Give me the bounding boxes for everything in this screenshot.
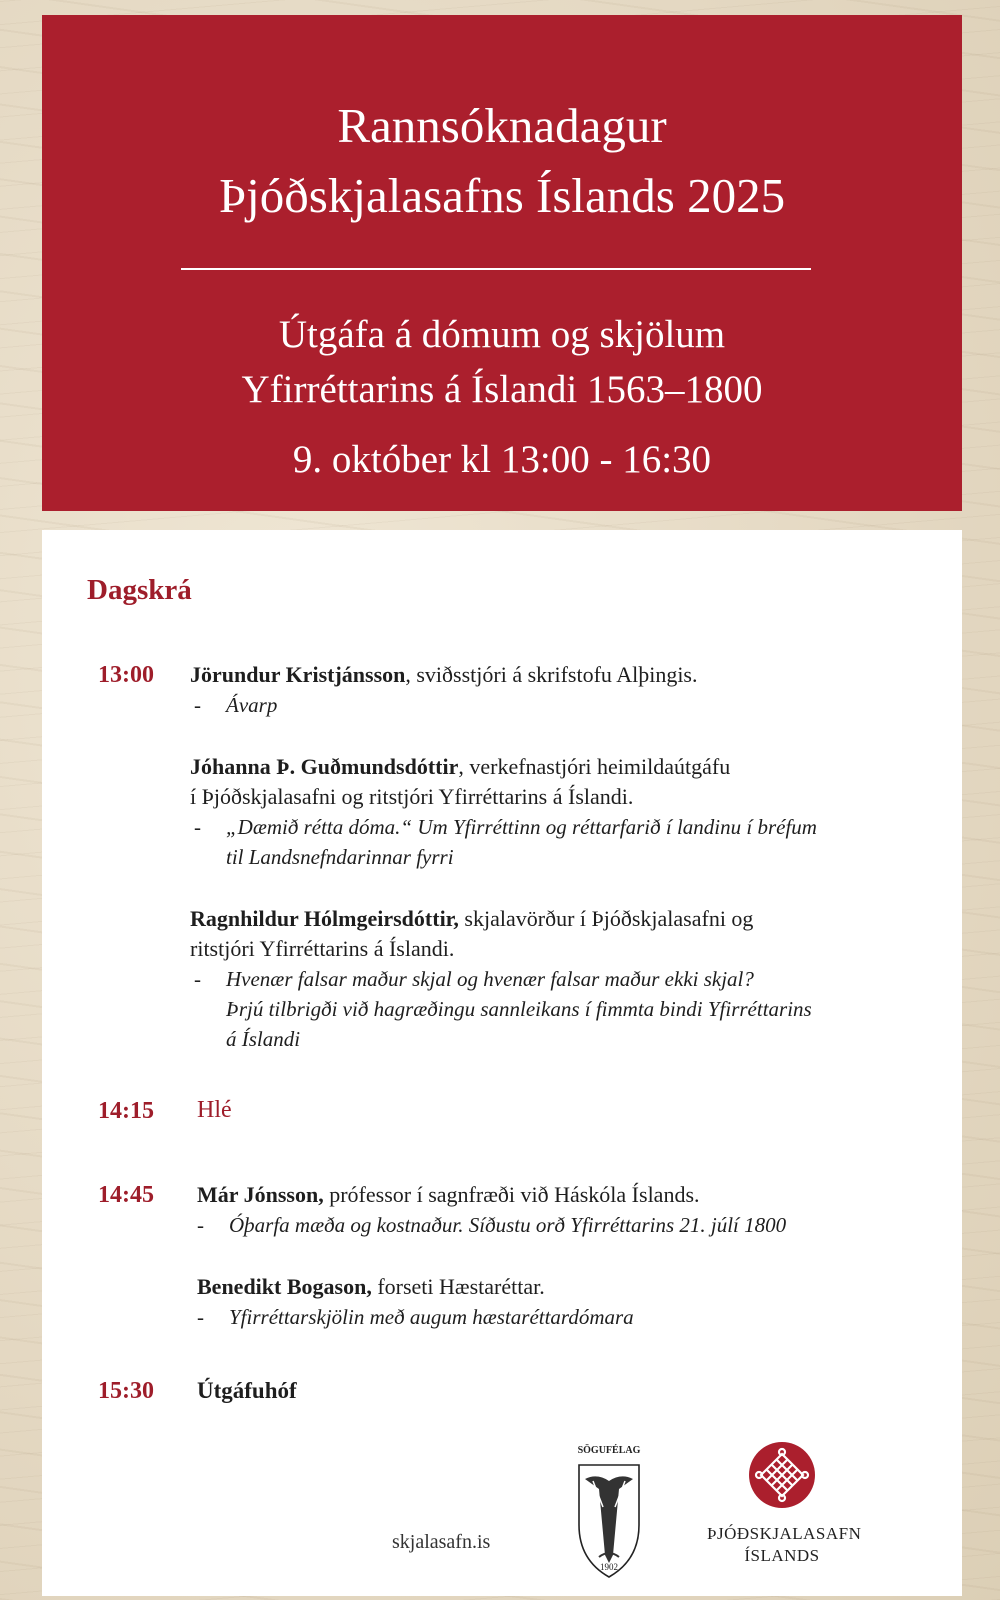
- speaker-name: Benedikt Bogason,: [197, 1274, 372, 1299]
- speaker-entry: [197, 1272, 545, 1302]
- talk-title-cont: Þrjú tilbrigði við hagræðingu sannleikans í fimmta bindi Yfirréttarins: [226, 997, 812, 1021]
- talk-title: Óþarfa mæða og kostnaður. Síðustu orð Yfirréttarins 21. júlí 1800: [229, 1213, 787, 1237]
- speaker-name: Jóhanna Þ. Guðmundsdóttir: [190, 754, 459, 779]
- event-title-line1: Rannsóknadagur: [337, 98, 667, 153]
- knot-emblem-icon: [747, 1440, 817, 1510]
- speaker-name: Ragnhildur Hólmgeirsdóttir,: [190, 906, 459, 931]
- talk-title-cont: á Íslandi: [226, 1027, 301, 1051]
- bullet-dash: -: [194, 815, 201, 839]
- speaker-entry: [190, 752, 730, 812]
- event-subtitle-line2: Yfirréttarins á Íslandi 1563–1800: [241, 368, 763, 411]
- talk-title: Ávarp: [226, 693, 278, 717]
- slot-time: 13:00: [98, 662, 154, 688]
- talk-topic: [194, 812, 817, 872]
- website-link[interactable]: skjalasafn.is: [392, 1531, 491, 1553]
- speaker-role: , verkefnastjóri heimildaútgáfu: [458, 754, 731, 779]
- reception-label: Útgáfuhóf: [197, 1378, 297, 1403]
- logo-name-line1: ÞJÓÐSKJALASAFN: [707, 1524, 862, 1543]
- divider: [181, 268, 811, 270]
- speaker-role: prófessor í sagnfræði við Háskóla Íslands.: [323, 1182, 700, 1207]
- talk-topic: [194, 964, 812, 1054]
- speaker-role-cont: ritstjóri Yfirréttarins á Íslandi.: [190, 936, 455, 961]
- slot-time: 15:30: [98, 1378, 154, 1404]
- title-banner: [42, 15, 962, 511]
- break-label: Hlé: [197, 1097, 232, 1123]
- talk-topic: [194, 690, 277, 720]
- event-subtitle-line1: Útgáfa á dómum og skjölum: [278, 313, 726, 356]
- slot-time: 14:15: [98, 1098, 154, 1124]
- bullet-dash: -: [194, 693, 201, 717]
- event-title: [42, 91, 962, 231]
- speaker-role: skjalavörður í Þjóðskjalasafni og: [458, 906, 754, 931]
- speaker-entry: [197, 1180, 700, 1210]
- talk-title-cont: til Landsnefndarinnar fyrri: [226, 845, 454, 869]
- bullet-dash: -: [197, 1305, 204, 1329]
- speaker-name: Már Jónsson,: [197, 1182, 324, 1207]
- talk-title: Hvenær falsar maður skjal og hvenær falsar maður ekki skjal?: [226, 967, 754, 991]
- program-heading: Dagskrá: [87, 574, 192, 606]
- logo-name: SÖGUFÉLAG: [577, 1445, 641, 1456]
- speaker-role: forseti Hæstaréttar.: [371, 1274, 545, 1299]
- talk-title: Yfirréttarskjölin með augum hæstaréttardómara: [229, 1305, 634, 1329]
- bullet-dash: -: [194, 967, 201, 991]
- speaker-entry: [190, 660, 698, 690]
- sogufelag-shield-logo: [569, 1445, 649, 1585]
- knot-emblem-logo: [707, 1440, 862, 1590]
- event-title-line2: Þjóðskjalasafns Íslands 2025: [218, 168, 786, 223]
- logo-name-line2: ÍSLANDS: [744, 1546, 820, 1565]
- talk-topic: [197, 1210, 786, 1240]
- talk-topic: [197, 1302, 634, 1332]
- bullet-dash: -: [197, 1213, 204, 1237]
- speaker-name: Jörundur Kristjánsson: [190, 662, 406, 687]
- logo-year: 1902: [600, 1562, 618, 1572]
- talk-title: „Dæmið rétta dóma.“ Um Yfirréttinn og réttarfarið í landinu í bréfum: [226, 815, 817, 839]
- speaker-role: , sviðsstjóri á skrifstofu Alþingis.: [405, 662, 698, 687]
- event-date: 9. október kl 13:00 - 16:30: [292, 438, 712, 481]
- speaker-entry: [190, 904, 753, 964]
- speaker-role-cont: í Þjóðskjalasafni og ritstjóri Yfirréttarins á Íslandi.: [190, 784, 634, 809]
- event-subtitle: [42, 307, 962, 417]
- slot-time: 14:45: [98, 1182, 154, 1208]
- program-card: [42, 530, 962, 1596]
